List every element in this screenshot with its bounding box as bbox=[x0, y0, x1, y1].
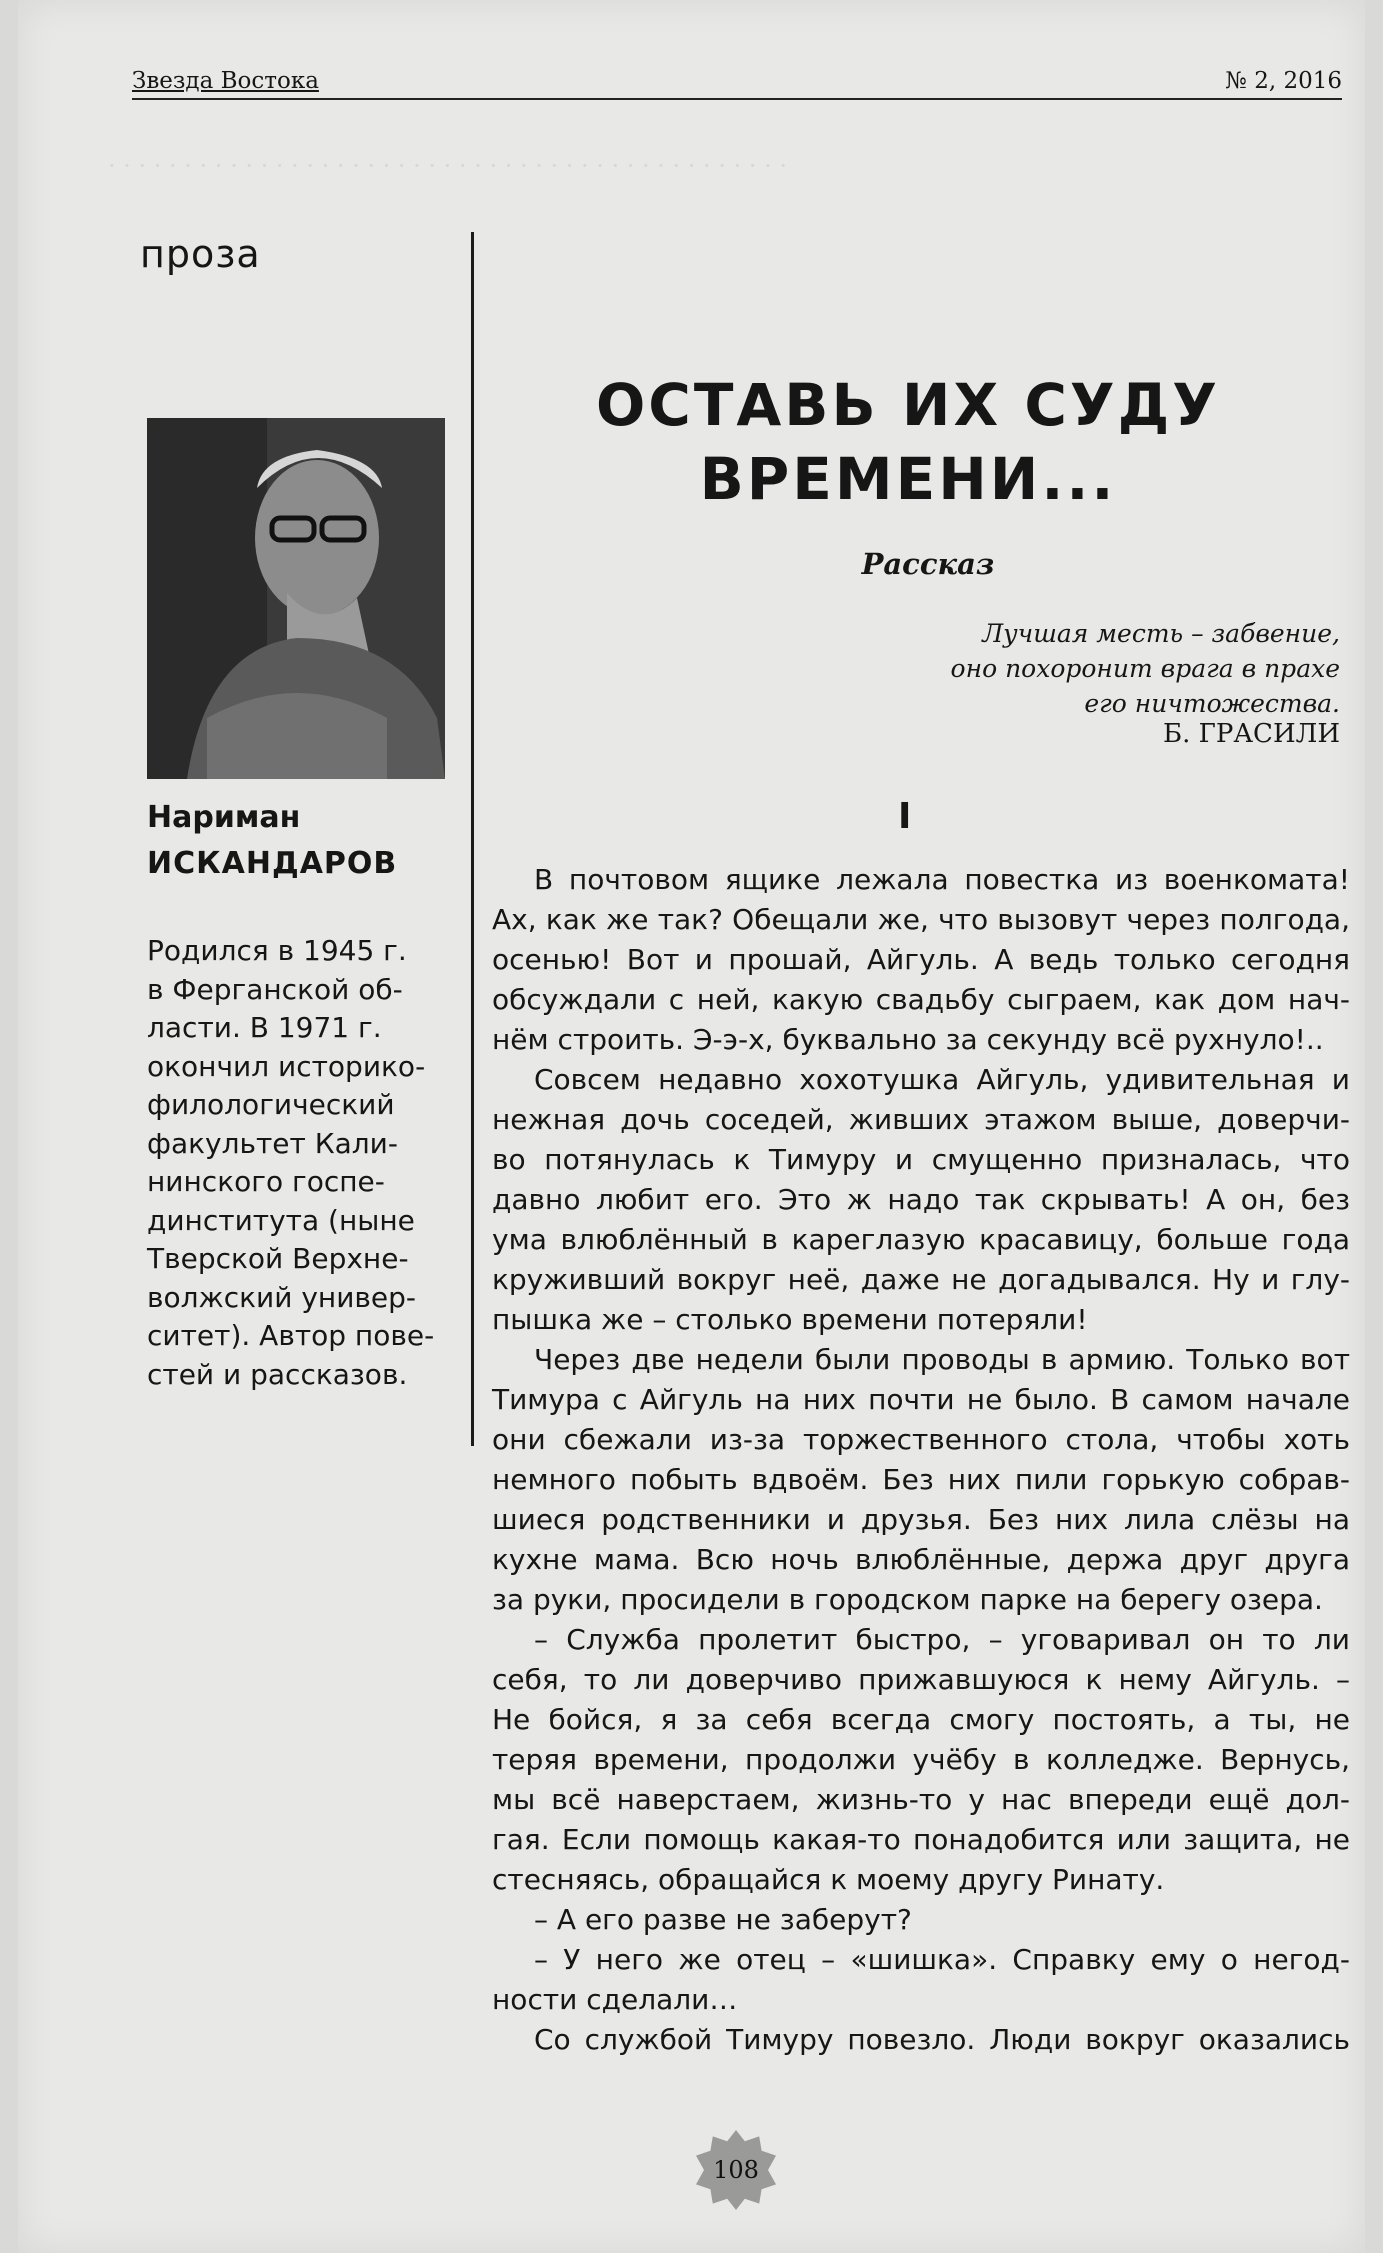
body-line: немного побыть вдвоём. Без них пили горькую собрав- bbox=[492, 1463, 1350, 1496]
body-line: круживший вокруг неё, даже не догадывался. Ну и глу- bbox=[492, 1263, 1350, 1296]
bio-line: волжский универ- bbox=[147, 1280, 417, 1314]
author-last-name: ИСКАНДАРОВ bbox=[147, 846, 398, 881]
body-line: за руки, просидели в городском парке на берегу озера. bbox=[492, 1583, 1323, 1616]
bio-line: окончил историко- bbox=[147, 1049, 426, 1083]
body-line: ума влюблённый в кареглазую красавицу, больше года bbox=[492, 1223, 1350, 1256]
body-line: Со службой Тимуру повезло. Люди вокруг оказались bbox=[534, 2023, 1350, 2056]
epigraph-line: оно похоронит врага в прахе bbox=[950, 654, 1340, 683]
body-line: Совсем недавно хохотушка Айгуль, удивительная и bbox=[534, 1063, 1350, 1096]
author-first-name: Нариман bbox=[147, 800, 301, 835]
bio-line: стей и рассказов. bbox=[147, 1357, 408, 1391]
bio-line: Тверской Верхне- bbox=[147, 1242, 409, 1275]
story-genre: Рассказ bbox=[861, 547, 995, 581]
bio-line: ласти. В 1971 г. bbox=[147, 1011, 382, 1044]
body-line: стесняясь, обращайся к моему другу Ринату. bbox=[492, 1863, 1165, 1896]
body-line: они сбежали из-за торжественного стола, чтобы хоть bbox=[492, 1423, 1350, 1456]
bio-line: в Ферганской об- bbox=[147, 972, 403, 1006]
story-title-line: ВРЕМЕНИ... bbox=[699, 445, 1117, 513]
author-portrait-image bbox=[147, 418, 445, 779]
bio-line: нинского госпе- bbox=[147, 1165, 385, 1198]
body-line: гая. Если помощь какая-то понадобится или защита, не bbox=[492, 1823, 1350, 1856]
bio-line: ситет). Автор пове- bbox=[147, 1319, 435, 1352]
body-line: себя, то ли доверчиво прижавшуюся к нему Айгуль. – bbox=[492, 1663, 1350, 1696]
body-line: во потянулась к Тимуру и смущенно призналась, что bbox=[492, 1143, 1350, 1176]
bio-line: динститута (ныне bbox=[147, 1203, 415, 1237]
page-header bbox=[132, 58, 1342, 100]
body-line: обсуждали с ней, какую свадьбу сыграем, как дом нач- bbox=[492, 983, 1350, 1016]
epigraph-line: Лучшая месть – забвение, bbox=[982, 619, 1340, 648]
body-line: Не бойся, я за себя всегда смогу постоять, а ты, не bbox=[492, 1703, 1350, 1736]
epigraph bbox=[718, 616, 1340, 721]
body-line: В почтовом ящике лежала повестка из военкомата! bbox=[534, 863, 1350, 896]
section-label: проза bbox=[140, 232, 261, 276]
body-line: – У него же отец – «шишка». Справку ему о негод- bbox=[534, 1943, 1350, 1976]
story-title-line: ОСТАВЬ ИХ СУДУ bbox=[595, 371, 1221, 439]
body-line: Ах, как же так? Обещали же, что вызовут через полгода, bbox=[492, 903, 1350, 936]
chapter-number: I bbox=[898, 796, 912, 837]
journal-name: Звезда Востока bbox=[132, 68, 319, 94]
bio-line: факультет Кали- bbox=[147, 1126, 398, 1160]
body-line: Тимура с Айгуль на них почти не было. В самом начале bbox=[492, 1383, 1350, 1416]
story-title bbox=[558, 368, 1258, 516]
body-line: теряя времени, продолжи учёбу в колледже. Вернусь, bbox=[492, 1743, 1350, 1776]
bio-line: Родился в 1945 г. bbox=[147, 934, 407, 967]
body-line: пышка же – столько времени потеряли! bbox=[492, 1303, 1088, 1336]
page-number-badge bbox=[696, 2130, 776, 2210]
body-line: нём строить. Э-э-х, буквально за секунду всё рухнуло!.. bbox=[492, 1023, 1324, 1056]
epigraph-author: Б. ГРАСИЛИ bbox=[1163, 719, 1340, 749]
column-divider bbox=[471, 232, 474, 1446]
bleed-through-text: · · · · · · · · · · · · · · · · · · · · · · · · · · · · · · · · · · · · · · · · · · · · · bbox=[108, 152, 787, 180]
body-line: кухне мама. Всю ночь влюблённые, держа друг друга bbox=[492, 1543, 1350, 1576]
body-line: осенью! Вот и прошай, Айгуль. А ведь только сегодня bbox=[492, 943, 1350, 976]
author-photo bbox=[147, 418, 445, 779]
body-line: нежная дочь соседей, живших этажом выше, доверчи- bbox=[492, 1103, 1350, 1136]
body-line: шиеся родственники и друзья. Без них лила слёзы на bbox=[492, 1503, 1350, 1536]
body-line: Через две недели были проводы в армию. Только вот bbox=[534, 1343, 1350, 1376]
body-line: мы всё наверстаем, жизнь-то у нас впереди ещё дол- bbox=[492, 1783, 1350, 1816]
page-number: 108 bbox=[713, 2156, 759, 2184]
body-line: давно любит его. Это ж надо так скрывать! А он, без bbox=[492, 1183, 1350, 1216]
issue-number: № 2, 2016 bbox=[1225, 68, 1342, 94]
body-line: – Служба пролетит быстро, – уговаривал он то ли bbox=[534, 1623, 1350, 1656]
epigraph-line: его ничтожества. bbox=[1084, 689, 1340, 718]
author-bio bbox=[147, 932, 467, 1394]
body-line: ности сделали… bbox=[492, 1983, 738, 2016]
magazine-page bbox=[18, 0, 1365, 2253]
body-line: – А его разве не заберут? bbox=[534, 1903, 912, 1936]
story-body bbox=[492, 860, 1350, 2060]
bio-line: филологический bbox=[147, 1088, 395, 1121]
